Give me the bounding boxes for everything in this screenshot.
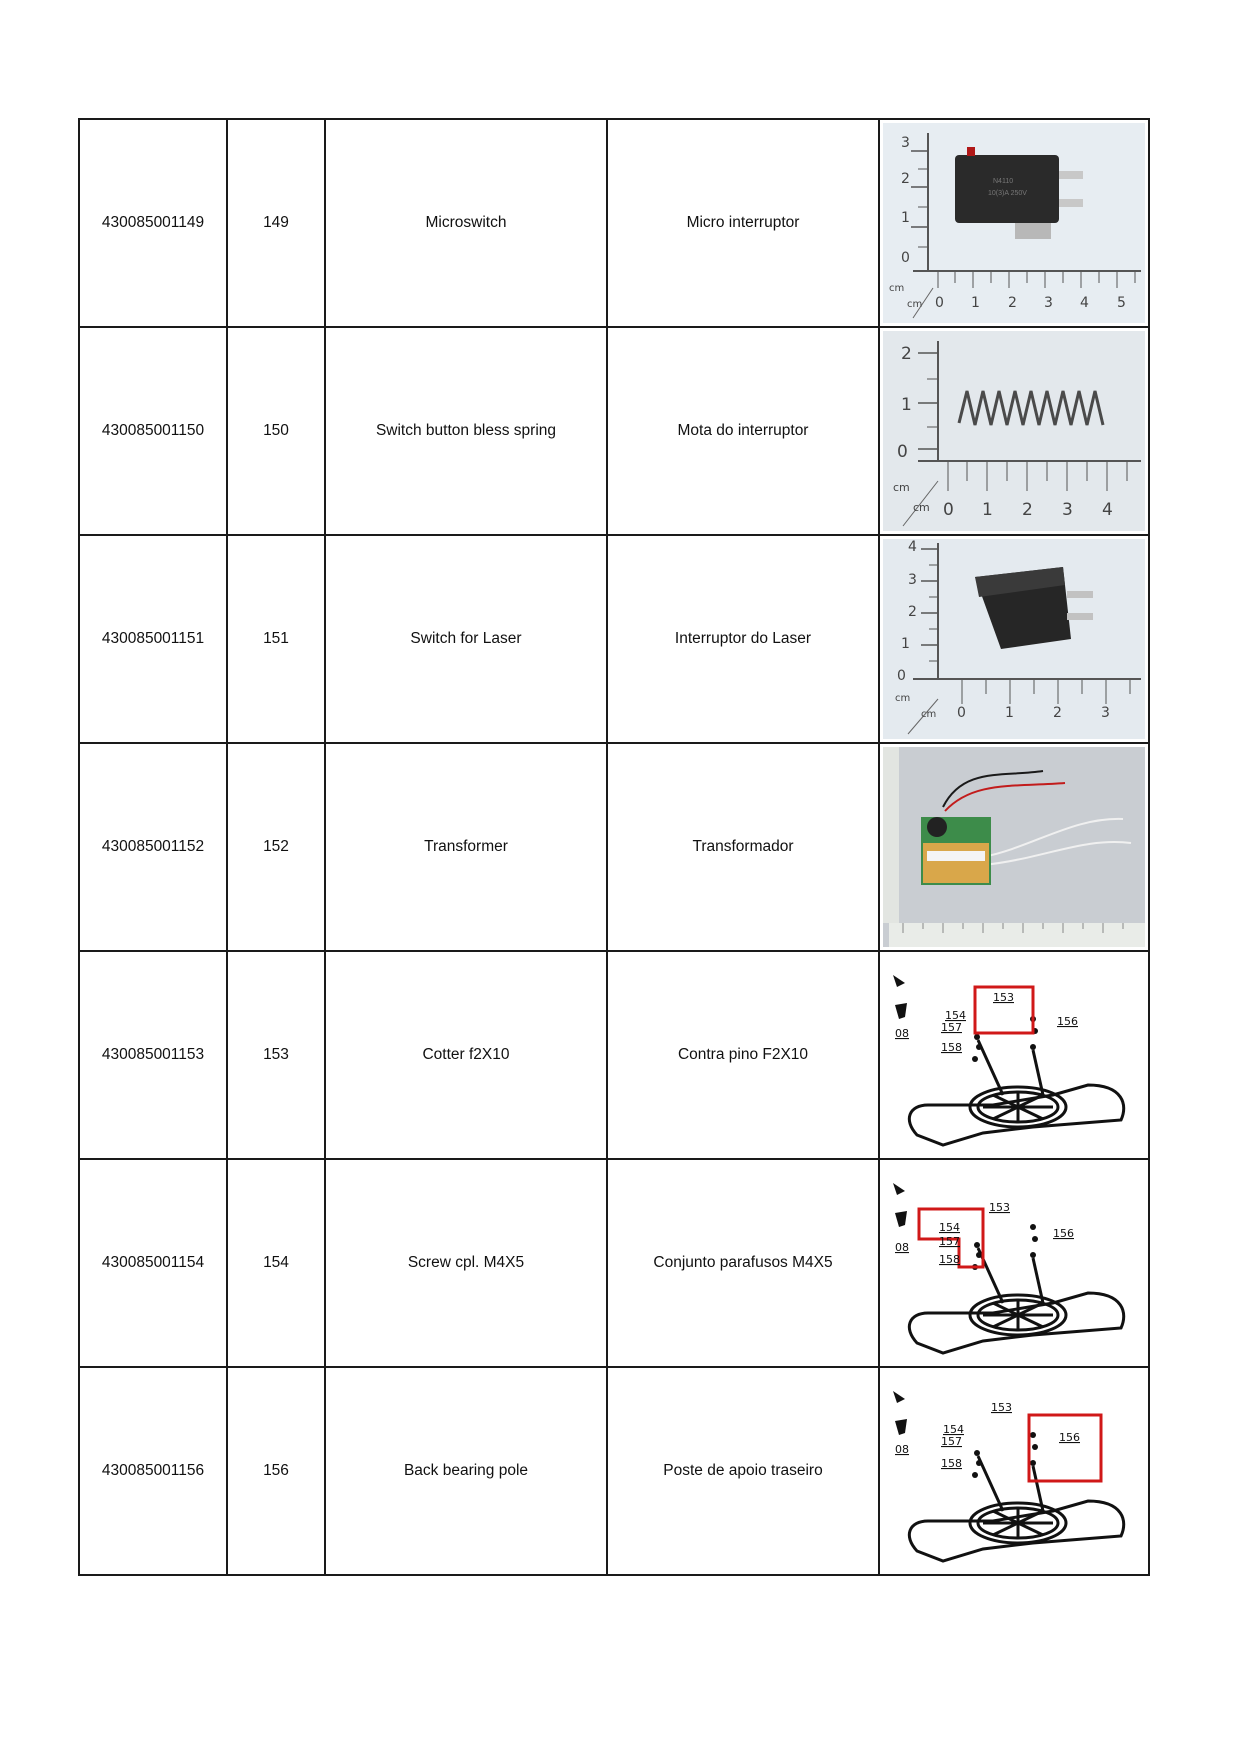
part-code: 430085001156 — [79, 1367, 227, 1575]
part-name-en: Cotter f2X10 — [325, 951, 607, 1159]
svg-text:3: 3 — [1044, 295, 1053, 311]
part-image-cell — [879, 951, 1149, 1159]
transformer-photo — [883, 747, 1145, 947]
exploded-diagram — [883, 955, 1145, 1155]
part-name-pt: Contra pino F2X10 — [607, 951, 879, 1159]
svg-text:2: 2 — [901, 171, 910, 187]
svg-text:0: 0 — [901, 250, 910, 266]
table-row — [79, 119, 1149, 327]
svg-text:153: 153 — [993, 991, 1014, 1004]
part-ref: 153 — [227, 951, 325, 1159]
svg-text:154: 154 — [939, 1221, 960, 1234]
part-ref: 152 — [227, 743, 325, 951]
svg-text:154: 154 — [943, 1423, 964, 1436]
table-row — [79, 743, 1149, 951]
part-name-en: Screw cpl. M4X5 — [325, 1159, 607, 1367]
part-name-pt: Mota do interruptor — [607, 327, 879, 535]
part-name-pt: Poste de apoio traseiro — [607, 1367, 879, 1575]
svg-text:1: 1 — [1005, 705, 1014, 721]
svg-text:2: 2 — [901, 344, 912, 364]
part-ref: 156 — [227, 1367, 325, 1575]
svg-text:2: 2 — [1022, 500, 1033, 520]
svg-text:5: 5 — [1117, 295, 1126, 311]
svg-text:10(3)A 250V: 10(3)A 250V — [988, 190, 1027, 197]
svg-text:N4110: N4110 — [993, 178, 1014, 185]
svg-text:1: 1 — [901, 636, 910, 652]
part-name-en: Switch for Laser — [325, 535, 607, 743]
part-ref: 151 — [227, 535, 325, 743]
part-image-cell — [879, 327, 1149, 535]
svg-text:2: 2 — [1008, 295, 1017, 311]
part-name-en: Back bearing pole — [325, 1367, 607, 1575]
svg-text:3: 3 — [1101, 705, 1110, 721]
part-image-cell — [879, 743, 1149, 951]
svg-text:3: 3 — [901, 135, 910, 151]
parts-table — [78, 118, 1150, 1576]
svg-text:154: 154 — [945, 1009, 966, 1022]
microswitch-photo — [883, 123, 1145, 323]
part-image-cell — [879, 119, 1149, 327]
svg-text:158: 158 — [939, 1253, 960, 1266]
part-image-cell — [879, 535, 1149, 743]
svg-text:cm: cm — [893, 481, 910, 494]
svg-text:156: 156 — [1053, 1227, 1074, 1240]
svg-text:157: 157 — [939, 1235, 960, 1248]
svg-text:153: 153 — [991, 1401, 1012, 1414]
svg-text:cm: cm — [889, 283, 905, 294]
part-ref: 154 — [227, 1159, 325, 1367]
part-name-en: Transformer — [325, 743, 607, 951]
table-row — [79, 1159, 1149, 1367]
svg-text:0: 0 — [897, 668, 906, 684]
part-name-pt: Interruptor do Laser — [607, 535, 879, 743]
part-name-pt: Micro interruptor — [607, 119, 879, 327]
svg-text:08: 08 — [895, 1443, 909, 1456]
svg-text:3: 3 — [908, 572, 917, 588]
svg-text:2: 2 — [908, 604, 917, 620]
part-code: 430085001149 — [79, 119, 227, 327]
rocker-switch-photo — [883, 539, 1145, 739]
table-row — [79, 535, 1149, 743]
table-row — [79, 951, 1149, 1159]
svg-text:1: 1 — [901, 395, 912, 415]
table-row — [79, 1367, 1149, 1575]
part-code: 430085001150 — [79, 327, 227, 535]
svg-text:156: 156 — [1057, 1015, 1078, 1028]
part-code: 430085001154 — [79, 1159, 227, 1367]
part-name-en: Switch button bless spring — [325, 327, 607, 535]
svg-text:1: 1 — [901, 210, 910, 226]
svg-text:0: 0 — [935, 295, 944, 311]
svg-text:cm: cm — [895, 693, 911, 704]
part-code: 430085001152 — [79, 743, 227, 951]
part-name-pt: Transformador — [607, 743, 879, 951]
part-ref: 150 — [227, 327, 325, 535]
part-name-en: Microswitch — [325, 119, 607, 327]
svg-text:157: 157 — [941, 1435, 962, 1448]
svg-text:3: 3 — [1062, 500, 1073, 520]
svg-text:156: 156 — [1059, 1431, 1080, 1444]
exploded-diagram — [883, 1371, 1145, 1571]
svg-text:0: 0 — [897, 442, 908, 462]
svg-text:08: 08 — [895, 1241, 909, 1254]
part-ref: 149 — [227, 119, 325, 327]
svg-text:2: 2 — [1053, 705, 1062, 721]
svg-text:153: 153 — [989, 1201, 1010, 1214]
svg-text:158: 158 — [941, 1457, 962, 1470]
table-row — [79, 327, 1149, 535]
part-code: 430085001151 — [79, 535, 227, 743]
svg-text:4: 4 — [1080, 295, 1089, 311]
svg-text:158: 158 — [941, 1041, 962, 1054]
svg-text:157: 157 — [941, 1021, 962, 1034]
svg-text:08: 08 — [895, 1027, 909, 1040]
part-image-cell — [879, 1367, 1149, 1575]
part-code: 430085001153 — [79, 951, 227, 1159]
svg-text:1: 1 — [982, 500, 993, 520]
svg-text:4: 4 — [1102, 500, 1113, 520]
svg-text:cm: cm — [907, 299, 923, 310]
part-image-cell — [879, 1159, 1149, 1367]
svg-text:cm: cm — [913, 501, 930, 514]
svg-text:0: 0 — [957, 705, 966, 721]
svg-text:1: 1 — [971, 295, 980, 311]
exploded-diagram — [883, 1163, 1145, 1363]
spring-photo — [883, 331, 1145, 531]
svg-text:0: 0 — [943, 500, 954, 520]
part-name-pt: Conjunto parafusos M4X5 — [607, 1159, 879, 1367]
svg-text:4: 4 — [908, 539, 917, 555]
svg-text:cm: cm — [921, 709, 937, 720]
